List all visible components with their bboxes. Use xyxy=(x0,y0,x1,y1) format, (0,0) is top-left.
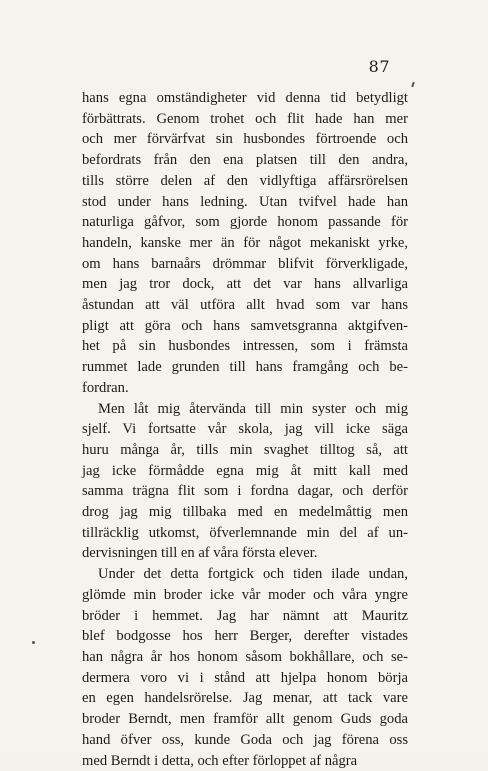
text-line: jag icke förmådde egna mig åt mitt kall med xyxy=(82,461,408,482)
text-line: samma trägna flit som i fordna dagar, och derför xyxy=(82,481,408,502)
paragraph-list xyxy=(82,88,408,771)
text-line: Men låt mig återvända till min syster och mig xyxy=(82,399,408,420)
text-line: huru många år, tills min svaghet tilltog så, att xyxy=(82,440,408,461)
text-line: och mer förvärfvat sin husbondes förtroende och xyxy=(82,129,408,150)
text-line: het på sin husbondes intressen, som i främsta xyxy=(82,336,408,357)
body-text xyxy=(82,88,408,771)
text-line: Under det detta fortgick och tiden ilade undan, xyxy=(82,564,408,585)
text-line: broder Berndt, men framför allt genom Guds goda xyxy=(82,709,408,730)
text-line: drog jag mig tillbaka med en medelmåttig men xyxy=(82,502,408,523)
text-line: hand öfver oss, kunde Goda och jag förena oss xyxy=(82,730,408,751)
paragraph xyxy=(82,564,408,771)
text-line: en egen handelsrörelse. Jag menar, att tack vare xyxy=(82,688,408,709)
text-line: sjelf. Vi fortsatte vår skola, jag vill icke säga xyxy=(82,419,408,440)
text-line: befordrats från den ena platsen till den andra, xyxy=(82,150,408,171)
text-line: med Berndt i detta, och efter förloppet af några xyxy=(82,751,408,771)
text-line: handeln, kanske mer än för något mekaniskt yrke, xyxy=(82,233,408,254)
margin-mark xyxy=(32,641,35,644)
paragraph xyxy=(82,399,408,565)
text-line: tillräcklig utkomst, öfverlemnande min del af un- xyxy=(82,523,408,544)
text-line: naturliga gåfvor, som gjorde honom passande för xyxy=(82,212,408,233)
page-number: 87 xyxy=(369,57,390,76)
text-line: hans egna omständigheter vid denna tid betydligt xyxy=(82,88,408,109)
text-line: dervisningen till en af våra första elever. xyxy=(82,543,408,564)
text-line: han några år hos honom såsom bokhållare, och se- xyxy=(82,647,408,668)
print-speck xyxy=(411,82,415,87)
text-line: bröder i hemmet. Jag har nämnt att Mauritz xyxy=(82,606,408,627)
text-line: men jag tror dock, att det var hans allvarliga xyxy=(82,274,408,295)
text-line: pligt att göra och hans samvetsgranna aktgifven- xyxy=(82,316,408,337)
text-line: tills större delen af den vidlyftiga affärsrörelsen xyxy=(82,171,408,192)
paragraph xyxy=(82,88,408,399)
text-line: rummet lade grunden till hans framgång och be- xyxy=(82,357,408,378)
text-line: åstundan att väl utföra allt hvad som var hans xyxy=(82,295,408,316)
text-line: glömde min broder icke vår moder och våra yngre xyxy=(82,585,408,606)
text-line: blef bodgosse hos herr Berger, derefter vistades xyxy=(82,626,408,647)
text-line: fordran. xyxy=(82,378,408,399)
text-line: förbättrats. Genom trohet och flit hade han mer xyxy=(82,109,408,130)
text-line: dermera voro vi i stånd att hjelpa honom börja xyxy=(82,668,408,689)
text-line: om hans barnaårs drömmar blifvit förverkligade, xyxy=(82,254,408,275)
text-line: stod under hans ledning. Utan tvifvel hade han xyxy=(82,192,408,213)
